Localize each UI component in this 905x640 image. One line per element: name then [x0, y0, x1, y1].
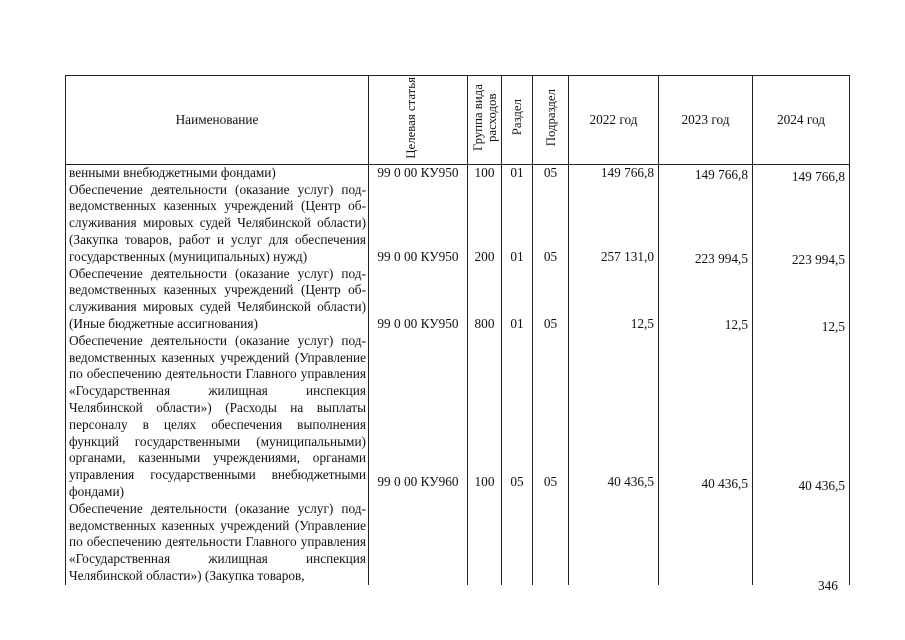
amount-2023-cell: 149 766,8: [694, 166, 748, 182]
table-body-row: [66, 164, 850, 584]
subsection-cell: 05: [543, 164, 558, 180]
amount-2024-cell: 149 766,8: [791, 168, 845, 184]
section-cell: 05: [510, 473, 524, 489]
target-item-cell: 99 0 00 КУ950: [377, 164, 459, 180]
amount-2024-column: [753, 164, 850, 584]
header-expense-group: Группа вида расходов: [468, 76, 502, 165]
amount-2023-cell: 223 994,5: [694, 250, 748, 266]
subsection-cell: 05: [543, 248, 558, 264]
name-entry: Обеспечение деятельности (оказание услуг) подведомственных казенных учреждений (Управление по обеспечению деятельности Главного управления «Государственная жилищная инспекция Челябинской области») (Закупка товаров,: [69, 500, 366, 583]
amount-2022-cell: 257 131,0: [600, 248, 654, 264]
expense-group-cell: 100: [474, 473, 495, 489]
name-entry: Обеспечение деятельности (оказание услуг) подведомственных казенных учреждений (Центр обслуживания мировых судей Челябинской области) (Иные бюджетные ассигнования): [69, 265, 366, 331]
amount-2023-cell: 12,5: [724, 316, 748, 332]
amount-2022-cell: 40 436,5: [607, 473, 654, 489]
name-column: [66, 164, 369, 584]
page-number: 346: [818, 578, 838, 593]
subsection-cell: 05: [543, 473, 558, 489]
target-item-cell: 99 0 00 КУ960: [377, 473, 459, 489]
header-2022: 2022 год: [569, 76, 659, 165]
amount-2022-cell: 149 766,8: [600, 164, 654, 180]
header-name: Наименование: [66, 76, 369, 165]
header-2023: 2023 год: [659, 76, 753, 165]
amount-2024-cell: 12,5: [821, 318, 845, 334]
amount-2023-cell: 40 436,5: [701, 475, 748, 491]
section-cell: 01: [510, 315, 524, 331]
amount-2023-column: [659, 164, 753, 584]
section-column: [502, 164, 533, 584]
name-entry: венными внебюджетными фондами): [69, 164, 276, 180]
header-section: Раздел: [502, 76, 533, 165]
subsection-column: [533, 164, 569, 584]
header-subsection: Подраздел: [533, 76, 569, 165]
amount-2022-column: [569, 164, 659, 584]
amount-2024-cell: 223 994,5: [791, 251, 845, 267]
expense-group-cell: 800: [474, 315, 495, 331]
table-header-row: [66, 76, 850, 165]
section-cell: 01: [510, 248, 524, 264]
section-cell: 01: [510, 164, 524, 180]
expense-group-cell: 100: [474, 164, 495, 180]
subsection-cell: 05: [543, 315, 558, 331]
name-entry: Обеспечение деятельности (оказание услуг) подведомственных казенных учреждений (Центр обслуживания мировых судей Челябинской области) (Закупка товаров, работ и услуг для обеспечения государственных (муниципальных) нужд): [69, 181, 366, 264]
target-item-column: [369, 164, 468, 584]
target-item-cell: 99 0 00 КУ950: [377, 315, 459, 331]
budget-table: [65, 75, 850, 585]
amount-2024-cell: 40 436,5: [798, 477, 845, 493]
header-2024: 2024 год: [753, 76, 850, 165]
expense-group-cell: 200: [474, 248, 495, 264]
expense-group-column: [468, 164, 502, 584]
target-item-cell: 99 0 00 КУ950: [377, 248, 459, 264]
header-target-item: Целевая статья: [369, 76, 468, 165]
amount-2022-cell: 12,5: [630, 315, 654, 331]
name-entry: Обеспечение деятельности (оказание услуг) подведомственных казенных учреждений (Управление по обеспечению деятельности Главного управления «Государственная жилищная инспекция Челябинской области») (Расходы на выплаты персоналу в целях обеспечения выполнения функций государственными (муниципальными) органами, казенными учреждениями, органами управления государственными внебюджетными фондами): [69, 332, 366, 499]
